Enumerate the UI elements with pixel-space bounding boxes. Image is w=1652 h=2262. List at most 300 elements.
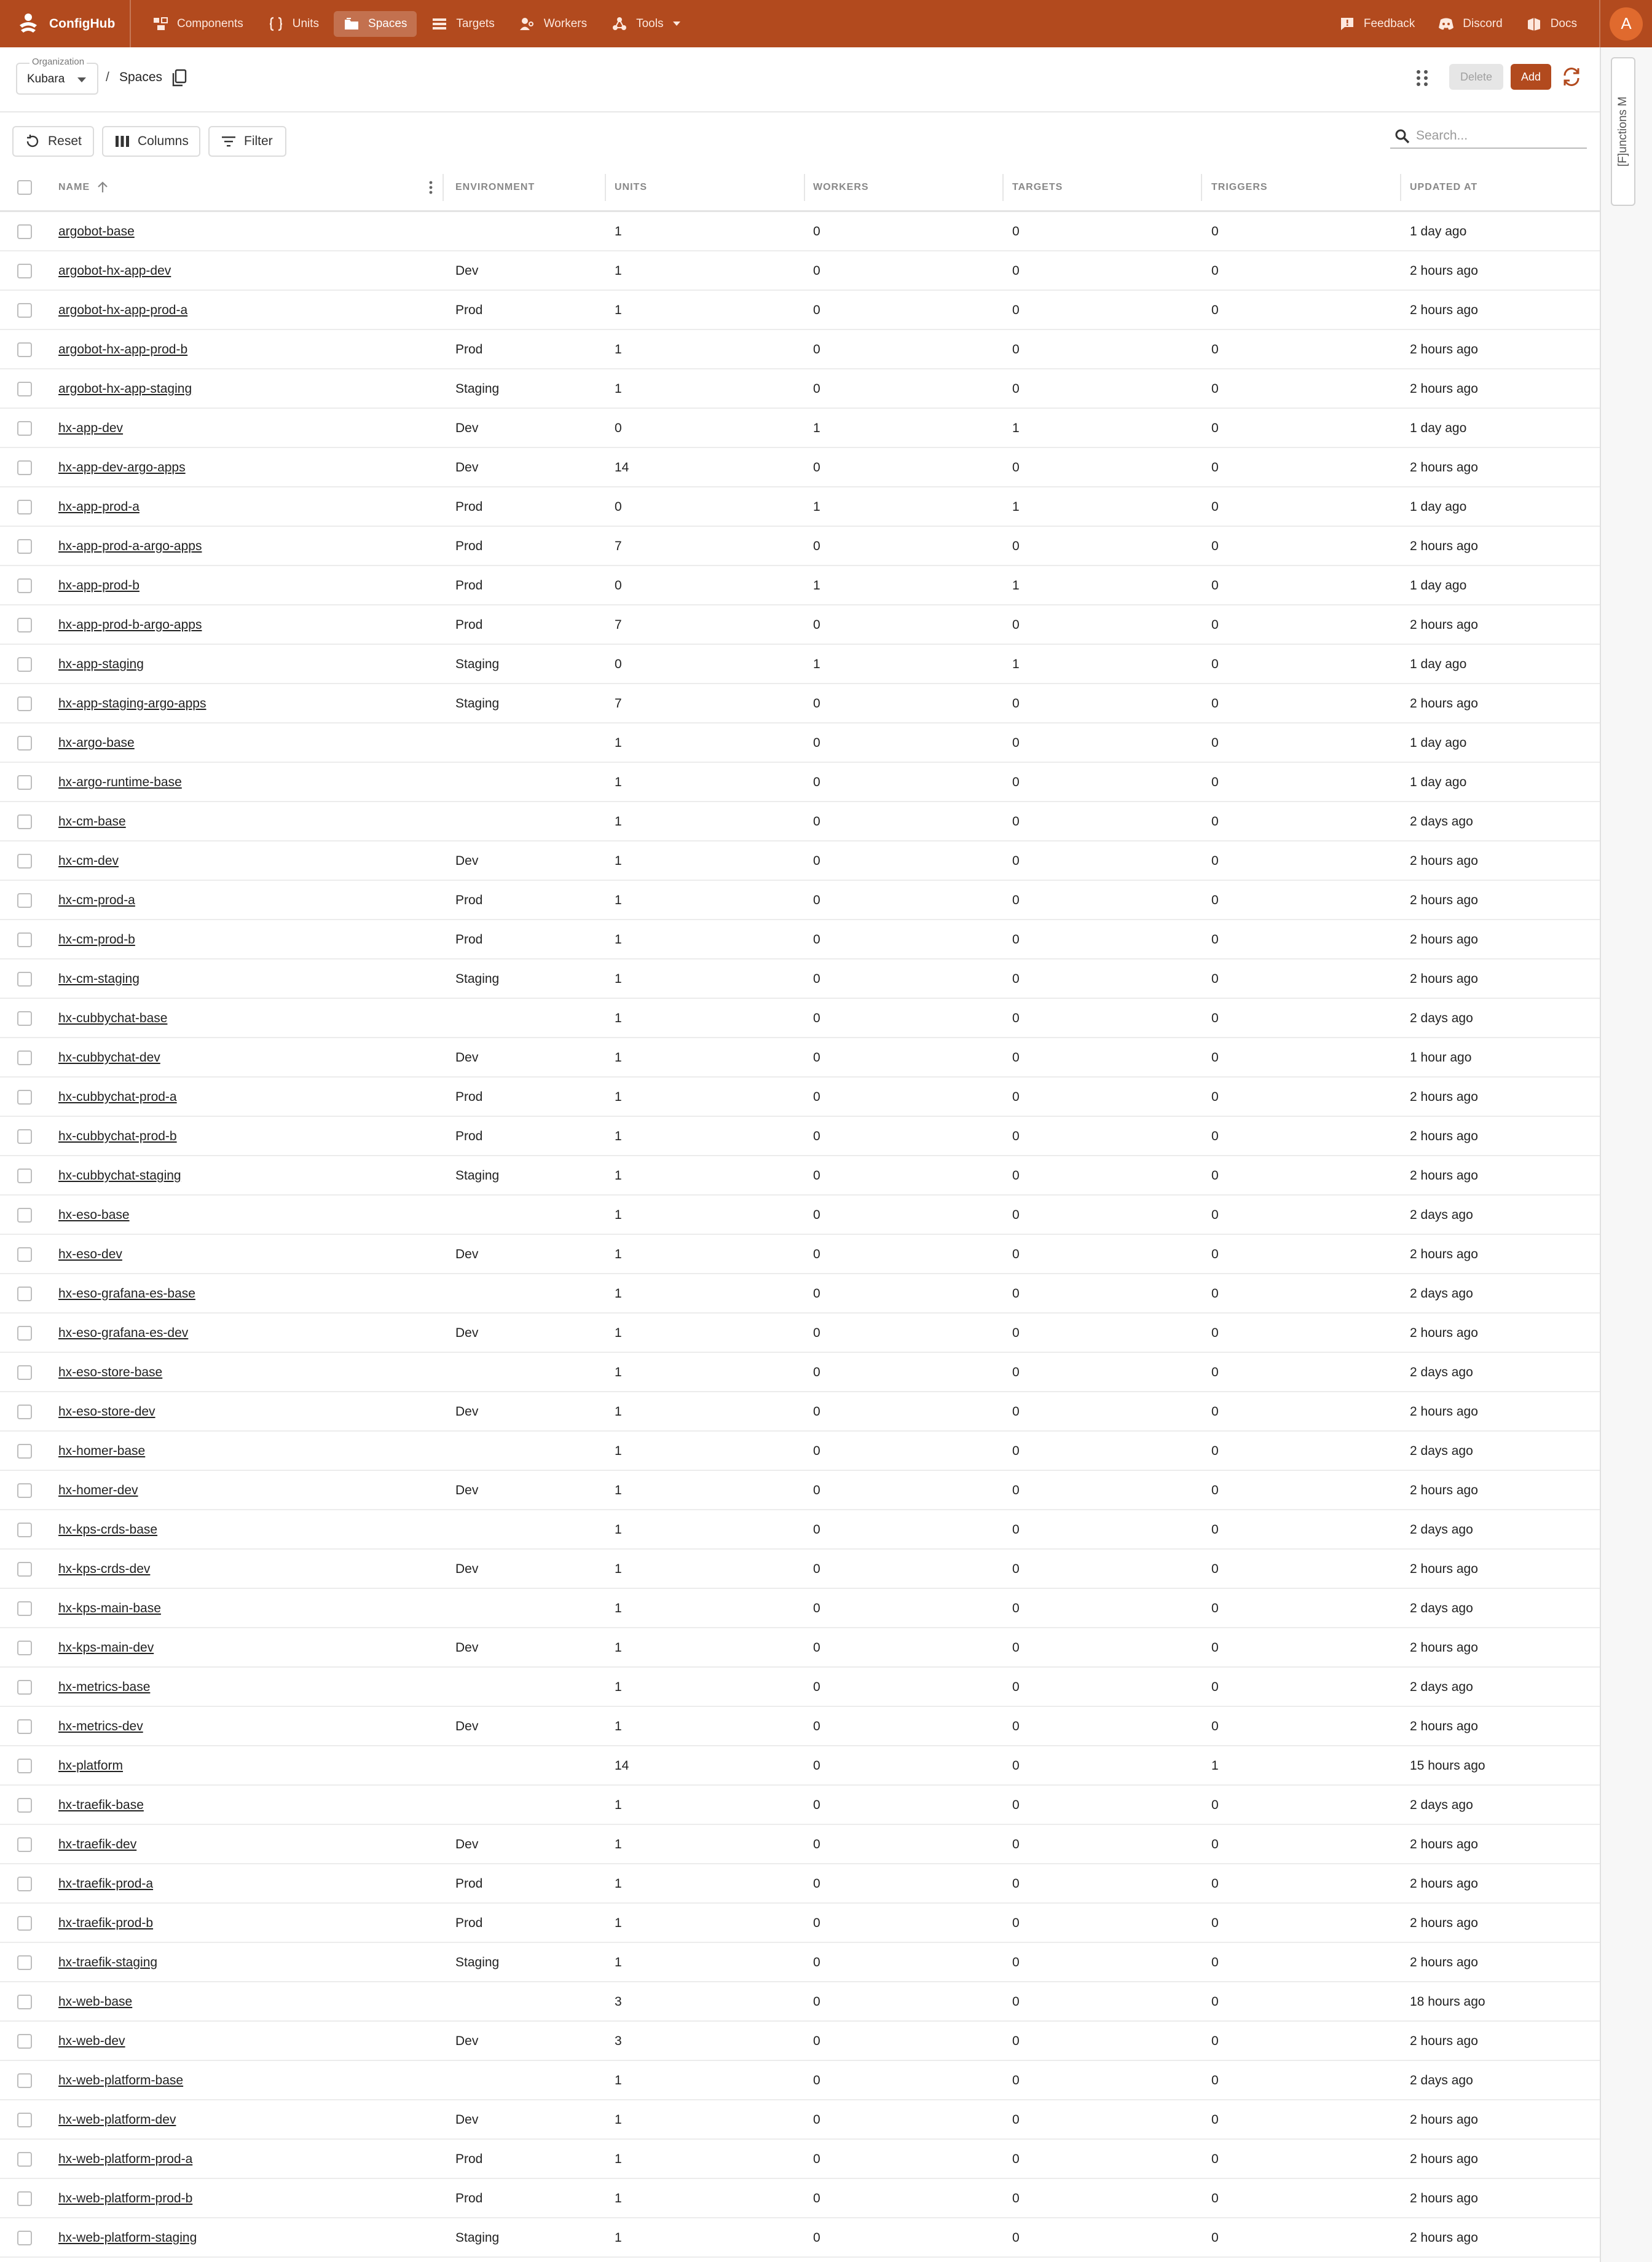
cell-workers-value: 0 (813, 1365, 820, 1379)
column-divider[interactable] (1201, 174, 1202, 201)
table-row[interactable] (0, 1038, 1600, 1078)
table-row[interactable] (0, 1156, 1600, 1196)
cell-updated-at (1410, 1786, 1473, 1825)
cell-triggers-value: 0 (1211, 814, 1219, 829)
cell-environment (455, 920, 482, 960)
row-checkbox[interactable] (17, 2191, 32, 2206)
cell-name (58, 802, 126, 841)
row-checkbox[interactable] (17, 2113, 32, 2127)
column-header-units[interactable] (615, 163, 647, 212)
table-row[interactable] (0, 1314, 1600, 1353)
table-row[interactable] (0, 1510, 1600, 1550)
table-row[interactable] (0, 251, 1600, 291)
filter-button[interactable] (208, 126, 286, 157)
cell-name (58, 2061, 183, 2100)
space-name-link[interactable]: hx-cm-prod-a (58, 893, 135, 907)
row-checkbox[interactable] (17, 382, 32, 396)
table-row[interactable] (0, 999, 1600, 1038)
cell-updated-at-value: 2 days ago (1410, 1365, 1473, 1379)
cell-units (615, 566, 622, 605)
cell-targets (1012, 2140, 1020, 2179)
row-checkbox[interactable] (17, 932, 32, 947)
cell-targets-value: 0 (1012, 1837, 1020, 1851)
cell-targets-value: 0 (1012, 1719, 1020, 1733)
row-checkbox[interactable] (17, 224, 32, 239)
cell-units (615, 999, 622, 1038)
braces-icon (268, 16, 284, 32)
space-name-link[interactable]: hx-argo-base (58, 736, 135, 750)
cell-updated-at (1410, 1196, 1473, 1235)
table-row[interactable] (0, 1392, 1600, 1432)
table-row[interactable] (0, 1235, 1600, 1274)
table-row[interactable] (0, 291, 1600, 330)
row-checkbox[interactable] (17, 2152, 32, 2167)
row-checkbox[interactable] (17, 1719, 32, 1734)
row-checkbox[interactable] (17, 1208, 32, 1223)
cell-units (615, 1550, 622, 1589)
table-row[interactable] (0, 763, 1600, 802)
row-checkbox[interactable] (17, 972, 32, 987)
table-row[interactable] (0, 1274, 1600, 1314)
space-name-link[interactable]: hx-cm-prod-b (58, 932, 135, 947)
row-checkbox[interactable] (17, 1916, 32, 1931)
cell-updated-at (1410, 2140, 1478, 2179)
row-checkbox[interactable] (17, 1798, 32, 1813)
row-checkbox[interactable] (17, 1444, 32, 1459)
table-row[interactable] (0, 723, 1600, 763)
row-checkbox[interactable] (17, 696, 32, 711)
space-name-link[interactable]: hx-cm-dev (58, 854, 119, 868)
column-divider[interactable] (804, 174, 805, 201)
cell-environment (455, 566, 482, 605)
cell-targets (1012, 1510, 1020, 1550)
row-checkbox[interactable] (17, 539, 32, 554)
space-name-link[interactable]: hx-cubbychat-prod-b (58, 1129, 177, 1143)
cell-updated-at-value: 2 hours ago (1410, 1326, 1478, 1340)
table-row[interactable] (0, 1746, 1600, 1786)
cell-targets (1012, 1314, 1020, 1353)
row-checkbox[interactable] (17, 1601, 32, 1616)
column-header-targets[interactable] (1012, 163, 1063, 212)
cell-units (615, 2061, 622, 2100)
row-checkbox[interactable] (17, 1641, 32, 1655)
table-row[interactable] (0, 2100, 1600, 2140)
table-row[interactable] (0, 2218, 1600, 2258)
cell-updated-at-value: 2 hours ago (1410, 696, 1478, 711)
space-name-link[interactable]: hx-platform (58, 1759, 124, 1773)
sort-ascending-icon[interactable] (96, 181, 109, 194)
cell-units (615, 1510, 622, 1550)
table-row[interactable] (0, 2061, 1600, 2100)
table-row[interactable] (0, 566, 1600, 605)
row-checkbox[interactable] (17, 1168, 32, 1183)
table-row[interactable] (0, 448, 1600, 487)
nav-feedback[interactable] (1329, 11, 1425, 37)
cell-workers (813, 2100, 820, 2140)
nav-workers[interactable] (509, 11, 597, 37)
cell-targets-value: 0 (1012, 1365, 1020, 1379)
table-row[interactable] (0, 1825, 1600, 1864)
page-header (0, 47, 1600, 112)
cell-name (58, 2022, 125, 2061)
cell-updated-at-value: 2 hours ago (1410, 1641, 1478, 1655)
row-checkbox[interactable] (17, 893, 32, 908)
table-row[interactable] (0, 1471, 1600, 1510)
space-name-link[interactable]: hx-eso-store-base (58, 1365, 163, 1379)
space-name-link[interactable]: hx-cubbychat-base (58, 1011, 168, 1025)
cell-triggers (1211, 1904, 1219, 1943)
cell-triggers-value: 1 (1211, 1759, 1219, 1773)
cell-triggers-value: 0 (1211, 1562, 1219, 1576)
space-name-link[interactable]: hx-eso-dev (58, 1247, 122, 1261)
cell-workers-value: 0 (813, 2113, 820, 2127)
functions-panel-tab[interactable] (1611, 57, 1635, 206)
space-name-link[interactable]: hx-traefik-staging (58, 1955, 158, 1969)
table-row[interactable] (0, 2179, 1600, 2218)
cell-workers-value: 0 (813, 1011, 820, 1025)
row-checkbox[interactable] (17, 460, 32, 475)
avatar[interactable]: A (1610, 7, 1643, 41)
cell-workers-value: 0 (813, 2231, 820, 2245)
cell-workers-value: 0 (813, 1680, 820, 1694)
cell-name (58, 1589, 161, 1628)
row-checkbox[interactable] (17, 775, 32, 790)
space-name-link[interactable]: hx-app-staging (58, 657, 144, 671)
cell-environment (455, 1471, 478, 1510)
table-row[interactable] (0, 212, 1600, 251)
space-name-link[interactable]: hx-app-dev (58, 421, 124, 435)
cell-workers-value: 0 (813, 1523, 820, 1537)
table-row[interactable] (0, 1117, 1600, 1156)
cell-updated-at (1410, 2100, 1478, 2140)
row-checkbox[interactable] (17, 814, 32, 829)
row-checkbox[interactable] (17, 1365, 32, 1380)
cell-workers (813, 330, 820, 369)
cell-triggers-value: 0 (1211, 1877, 1219, 1891)
row-checkbox[interactable] (17, 736, 32, 751)
row-checkbox[interactable] (17, 2034, 32, 2049)
space-name-link[interactable]: hx-app-prod-b-argo-apps (58, 618, 202, 632)
column-header-workers[interactable] (813, 163, 869, 212)
column-divider[interactable] (1002, 174, 1004, 201)
row-checkbox[interactable] (17, 1011, 32, 1026)
cell-name (58, 1392, 155, 1432)
avatar-container (1599, 0, 1652, 47)
table-row[interactable] (0, 369, 1600, 409)
cell-triggers-value: 0 (1211, 1287, 1219, 1301)
row-checkbox[interactable] (17, 618, 32, 632)
nav-units[interactable] (258, 11, 329, 37)
nav-tools[interactable] (602, 11, 690, 37)
table-row[interactable] (0, 409, 1600, 448)
row-checkbox[interactable] (17, 2231, 32, 2245)
cell-units (615, 2179, 622, 2218)
cell-updated-at-value: 2 hours ago (1410, 1837, 1478, 1851)
cell-name (58, 1078, 177, 1117)
cell-environment (455, 1235, 478, 1274)
cell-units (615, 251, 622, 291)
space-name-link[interactable]: hx-cm-staging (58, 972, 140, 986)
row-checkbox[interactable] (17, 1955, 32, 1970)
space-name-link[interactable]: argobot-hx-app-dev (58, 264, 171, 278)
cell-triggers (1211, 566, 1219, 605)
nav-targets-label: Targets (456, 17, 495, 30)
space-name-link[interactable]: hx-web-base (58, 1995, 133, 2009)
cell-units (615, 1392, 622, 1432)
table-row[interactable] (0, 1196, 1600, 1235)
cell-targets (1012, 1904, 1020, 1943)
cell-triggers (1211, 1471, 1219, 1510)
table-row[interactable] (0, 1864, 1600, 1904)
cell-updated-at (1410, 1589, 1473, 1628)
space-name-link[interactable]: argobot-hx-app-prod-b (58, 342, 188, 357)
table-row[interactable] (0, 1786, 1600, 1825)
cell-targets (1012, 802, 1020, 841)
space-name-link[interactable]: argobot-hx-app-staging (58, 382, 192, 396)
cell-units (615, 841, 622, 881)
column-menu-icon[interactable] (424, 180, 438, 195)
space-name-link[interactable]: hx-app-prod-a-argo-apps (58, 539, 202, 553)
space-name-link[interactable]: hx-eso-store-dev (58, 1405, 155, 1419)
cell-updated-at-value: 2 hours ago (1410, 1247, 1478, 1261)
table-row[interactable] (0, 960, 1600, 999)
row-checkbox[interactable] (17, 1129, 32, 1144)
space-name-link[interactable]: hx-app-prod-b (58, 578, 140, 593)
cell-environment-value: Prod (455, 1877, 483, 1891)
table-row[interactable] (0, 1943, 1600, 1982)
cell-environment-value: Staging (455, 2231, 500, 2245)
space-name-link[interactable]: hx-web-platform-prod-b (58, 2191, 193, 2205)
nav-spaces[interactable] (334, 11, 417, 37)
reset-button[interactable] (12, 126, 94, 157)
drag-handle-icon[interactable] (1414, 68, 1431, 89)
cell-triggers-value: 0 (1211, 421, 1219, 435)
cell-targets (1012, 2100, 1020, 2140)
cell-environment-value: Staging (455, 1168, 500, 1183)
column-divider[interactable] (1400, 174, 1401, 201)
cell-units-value: 1 (615, 1837, 622, 1851)
row-checkbox[interactable] (17, 1050, 32, 1065)
space-name-link[interactable]: hx-app-prod-a (58, 500, 140, 514)
table-row[interactable] (0, 1668, 1600, 1707)
row-checkbox[interactable] (17, 1326, 32, 1341)
space-name-link[interactable]: hx-cubbychat-staging (58, 1168, 181, 1183)
space-name-link[interactable]: argobot-base (58, 224, 135, 238)
cell-targets-value: 0 (1012, 2034, 1020, 2048)
organization-select[interactable] (16, 57, 98, 95)
refresh-icon[interactable] (1561, 66, 1582, 88)
table-row[interactable] (0, 841, 1600, 881)
cell-targets-value: 0 (1012, 932, 1020, 947)
nav-targets[interactable] (422, 11, 504, 37)
row-checkbox[interactable] (17, 1523, 32, 1537)
table-row[interactable] (0, 802, 1600, 841)
space-name-link[interactable]: hx-cubbychat-dev (58, 1050, 160, 1065)
space-name-link[interactable]: hx-kps-main-base (58, 1601, 161, 1615)
table-row[interactable] (0, 1707, 1600, 1746)
table-row[interactable] (0, 527, 1600, 566)
columns-button[interactable] (102, 126, 200, 157)
column-header-environment[interactable] (455, 163, 535, 212)
nav-components[interactable] (143, 11, 253, 37)
row-checkbox[interactable] (17, 421, 32, 436)
select-all-checkbox[interactable] (17, 180, 32, 195)
cell-units (615, 291, 622, 330)
cell-updated-at-value: 1 hour ago (1410, 1050, 1472, 1065)
column-divider[interactable] (605, 174, 606, 201)
column-divider[interactable] (442, 174, 444, 201)
add-button[interactable]: Add (1511, 64, 1551, 90)
cell-units-value: 1 (615, 2073, 622, 2087)
cell-targets (1012, 212, 1020, 251)
table-row[interactable] (0, 684, 1600, 723)
column-header-updated-at[interactable] (1410, 163, 1477, 212)
cell-triggers (1211, 1353, 1219, 1392)
cell-triggers (1211, 1746, 1219, 1786)
cell-targets-value: 0 (1012, 1168, 1020, 1183)
table-row[interactable] (0, 920, 1600, 960)
space-name-link[interactable]: hx-eso-grafana-es-dev (58, 1326, 189, 1340)
cell-name (58, 1668, 150, 1707)
cell-targets-value: 0 (1012, 1050, 1020, 1065)
space-name-link[interactable]: hx-cubbychat-prod-a (58, 1090, 177, 1104)
cell-name (58, 1117, 177, 1156)
row-checkbox[interactable] (17, 303, 32, 318)
space-name-link[interactable]: hx-homer-dev (58, 1483, 138, 1497)
row-checkbox[interactable] (17, 342, 32, 357)
row-checkbox[interactable] (17, 854, 32, 869)
cell-targets-value: 0 (1012, 854, 1020, 868)
cell-targets-value: 0 (1012, 2152, 1020, 2166)
column-header-triggers[interactable] (1211, 163, 1268, 212)
cell-environment-value: Prod (455, 1916, 483, 1930)
space-name-link[interactable]: hx-app-dev-argo-apps (58, 460, 186, 475)
space-name-link[interactable]: hx-metrics-dev (58, 1719, 143, 1733)
table-row[interactable] (0, 1550, 1600, 1589)
nav-docs[interactable] (1516, 11, 1587, 37)
row-checkbox[interactable] (17, 1877, 32, 1891)
brand-home-link[interactable] (0, 0, 131, 47)
cell-environment-value: Dev (455, 1719, 479, 1733)
space-name-link[interactable]: hx-argo-runtime-base (58, 775, 182, 789)
row-checkbox[interactable] (17, 657, 32, 672)
table-row[interactable] (0, 1628, 1600, 1668)
cell-triggers-value: 0 (1211, 932, 1219, 947)
table-row[interactable] (0, 2022, 1600, 2061)
row-checkbox[interactable] (17, 1090, 32, 1105)
row-checkbox[interactable] (17, 1995, 32, 2009)
nav-discord[interactable] (1428, 11, 1512, 37)
cell-workers-value: 0 (813, 2152, 820, 2166)
table-row[interactable] (0, 645, 1600, 684)
column-header-name[interactable] (58, 163, 109, 212)
row-checkbox[interactable] (17, 1680, 32, 1695)
cell-environment (455, 487, 482, 527)
row-checkbox[interactable] (17, 1562, 32, 1577)
space-name-link[interactable]: hx-web-platform-base (58, 2073, 184, 2087)
space-name-link[interactable]: hx-traefik-dev (58, 1837, 137, 1851)
cell-environment-value: Dev (455, 854, 479, 868)
space-name-link[interactable]: hx-kps-crds-dev (58, 1562, 151, 1576)
cell-updated-at (1410, 960, 1478, 999)
row-checkbox[interactable] (17, 1287, 32, 1301)
cell-workers (813, 2218, 820, 2258)
space-name-link[interactable]: hx-kps-crds-base (58, 1523, 158, 1537)
cell-targets-value: 0 (1012, 1562, 1020, 1576)
table-row[interactable] (0, 1982, 1600, 2022)
column-workers-label: WORKERS (813, 182, 869, 192)
table-row[interactable] (0, 881, 1600, 920)
cell-environment (455, 2100, 478, 2140)
space-name-link[interactable]: hx-app-staging-argo-apps (58, 696, 206, 711)
row-checkbox[interactable] (17, 2073, 32, 2088)
cell-workers (813, 1353, 820, 1392)
space-name-link[interactable]: hx-traefik-prod-b (58, 1916, 154, 1930)
cell-targets (1012, 645, 1020, 684)
table-row[interactable] (0, 1078, 1600, 1117)
table-row[interactable] (0, 1432, 1600, 1471)
cell-workers (813, 2140, 820, 2179)
table-row[interactable] (0, 1589, 1600, 1628)
cell-targets (1012, 1274, 1020, 1314)
row-checkbox[interactable] (17, 264, 32, 278)
cell-workers (813, 1904, 820, 1943)
copy-icon[interactable] (170, 69, 187, 87)
cell-updated-at (1410, 1943, 1478, 1982)
cell-updated-at-value: 2 days ago (1410, 1011, 1473, 1025)
table-row[interactable] (0, 605, 1600, 645)
row-checkbox[interactable] (17, 1405, 32, 1419)
space-name-link[interactable]: hx-eso-base (58, 1208, 130, 1222)
delete-button[interactable]: Delete (1449, 64, 1503, 90)
row-checkbox[interactable] (17, 1837, 32, 1852)
cell-triggers-value: 0 (1211, 1011, 1219, 1025)
row-checkbox[interactable] (17, 1247, 32, 1262)
table-row[interactable] (0, 330, 1600, 369)
space-name-link[interactable]: hx-traefik-base (58, 1798, 144, 1812)
table-row[interactable] (0, 1353, 1600, 1392)
row-checkbox[interactable] (17, 1483, 32, 1498)
space-name-link[interactable]: hx-traefik-prod-a (58, 1877, 154, 1891)
search-input[interactable] (1416, 124, 1582, 148)
space-name-link[interactable]: hx-homer-base (58, 1444, 146, 1458)
table-row[interactable] (0, 2140, 1600, 2179)
cell-targets (1012, 841, 1020, 881)
row-checkbox[interactable] (17, 1759, 32, 1773)
space-name-link[interactable]: hx-web-dev (58, 2034, 125, 2048)
cell-updated-at-value: 2 hours ago (1410, 342, 1478, 357)
filter-icon (221, 133, 237, 149)
space-name-link[interactable]: hx-eso-grafana-es-base (58, 1287, 195, 1301)
space-name-link[interactable]: hx-kps-main-dev (58, 1641, 154, 1655)
space-name-link[interactable]: argobot-hx-app-prod-a (58, 303, 188, 317)
table-row[interactable] (0, 1904, 1600, 1943)
space-name-link[interactable]: hx-web-platform-prod-a (58, 2152, 193, 2166)
cell-workers (813, 487, 820, 527)
cell-triggers-value: 0 (1211, 303, 1219, 317)
space-name-link[interactable]: hx-metrics-base (58, 1680, 151, 1694)
cell-environment (455, 1156, 499, 1196)
space-name-link[interactable]: hx-cm-base (58, 814, 126, 829)
row-checkbox[interactable] (17, 578, 32, 593)
space-name-link[interactable]: hx-web-platform-dev (58, 2113, 176, 2127)
cell-units-value: 1 (615, 1483, 622, 1497)
row-checkbox[interactable] (17, 500, 32, 514)
table-row[interactable] (0, 487, 1600, 527)
organization-value: Kubara (27, 73, 65, 85)
cell-units (615, 1235, 622, 1274)
space-name-link[interactable]: hx-web-platform-staging (58, 2231, 197, 2245)
